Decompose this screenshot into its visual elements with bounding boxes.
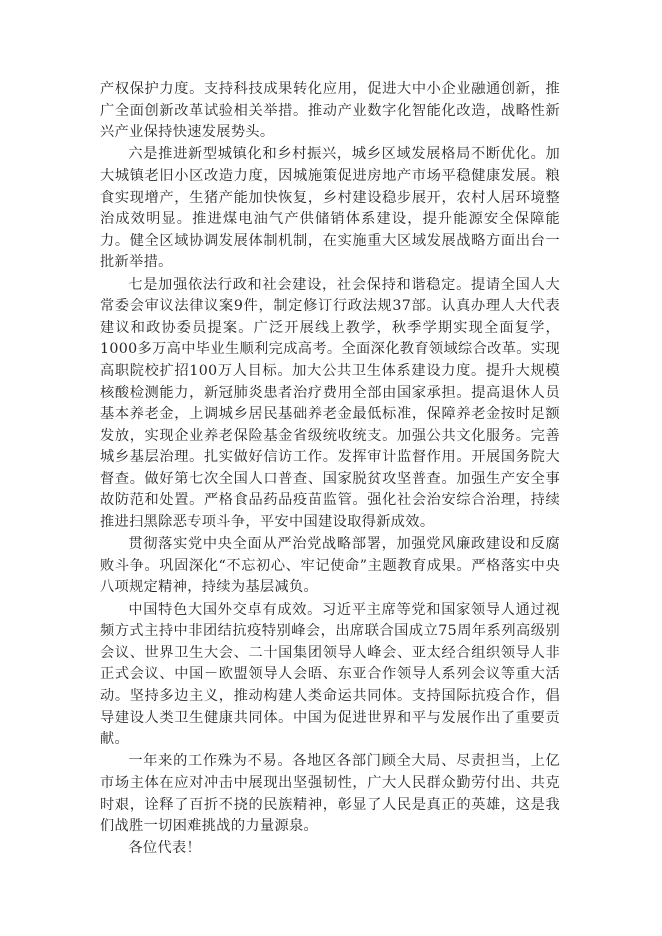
paragraph-rule-of-law: 七是加强依法行政和社会建设，社会保持和谐稳定。提请全国人大常委会审议法律议案9件，制定修订行政法规37部。认真办理人大代表建议和政协委员提案。广泛开展线上教学，秋季学期实现全面复学，1000多万高中毕业生顺利完成高考。全面深化教育领域综合改革。实现高职院校扩招100万人目标。加大公共卫生体系建设力度。提升大规模核酸检测能力，新冠肺炎患者治疗费用全部由国家承担。提高退休人员基本养老金，上调城乡居民基础养老金最低标准，保障养老金按时足额发放，实现企业养老保险基金省级统收统支。加强公共文化服务。完善城乡基层治理。扎实做好信访工作。发挥审计监督作用。开展国务院大督查。做好第七次全国人口普查、国家脱贫攻坚普查。加强生产安全事故防范和处置。严格食品药品疫苗监管。强化社会治安综合治理，持续推进扫黑除恶专项斗争，平安中国建设取得新成效。 <box>100 276 560 531</box>
paragraph-diplomacy: 中国特色大国外交卓有成效。习近平主席等党和国家领导人通过视频方式主持中非团结抗疫特别峰会，出席联合国成立75周年系列高级别会议、世界卫生大会、二十国集团领导人峰会、亚太经合组织领导人非正式会议、中国－欧盟领导人会晤、东亚合作领导人系列会议等重大活动。坚持多边主义，推动构建人类命运共同体。支持国际抗疫合作，倡导建设人类卫生健康共同体。中国为促进世界和平与发展作出了重要贡献。 <box>100 601 560 748</box>
paragraph-salutation: 各位代表！ <box>128 840 202 857</box>
paragraph-party-governance: 贯彻落实党中央全面从严治党战略部署，加强党风廉政建设和反腐败斗争。巩固深化“不忘初心、牢记使命”主题教育成果。严格落实中央八项规定精神，持续为基层减负。 <box>100 536 560 596</box>
paragraph-continued: 产权保护力度。支持科技成果转化应用，促进大中小企业融通创新，推广全面创新改革试验相关举措。推动产业数字化智能化改造，战略性新兴产业保持快速发展势头。 <box>100 81 560 141</box>
document-body <box>100 79 560 861</box>
paragraph-urbanization: 六是推进新型城镇化和乡村振兴，城乡区域发展格局不断优化。加大城镇老旧小区改造力度，因城施策促进房地产市场平稳健康发展。粮食实现增产，生猪产能加快恢复，乡村建设稳步展开，农村人居环境整治成效明显。推进煤电油气产供储销体系建设，提升能源安全保障能力。健全区域协调发展体制机制，在实施重大区域发展战略方面出台一批新举措。 <box>100 146 560 271</box>
paragraph-summary: 一年来的工作殊为不易。各地区各部门顾全大局、尽责担当，上亿市场主体在应对冲击中展现出坚强韧性，广大人民群众勤劳付出、共克时艰，诠释了百折不挠的民族精神，彰显了人民是真正的英雄，这是我们战胜一切困难挑战的力量源泉。 <box>100 753 560 835</box>
